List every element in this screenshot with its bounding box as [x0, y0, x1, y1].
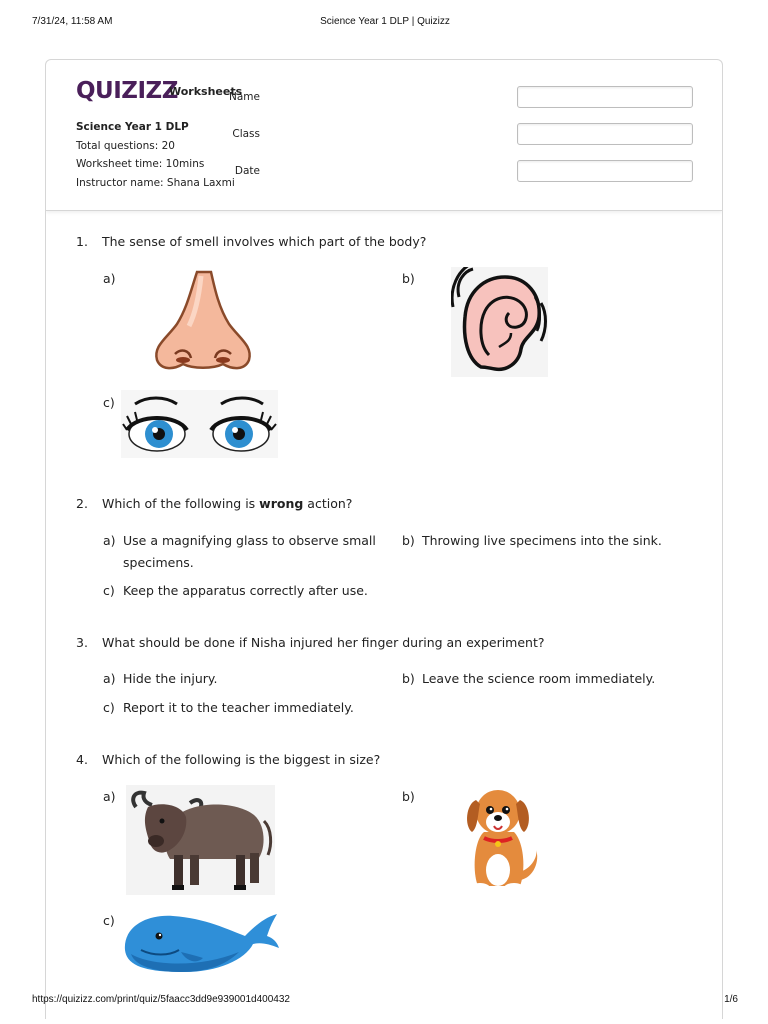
print-header — [32, 16, 738, 32]
question-text-after: action? — [303, 496, 353, 511]
question-number: 3. — [76, 635, 88, 650]
question-text: The sense of smell involves which part of the body? — [102, 234, 427, 249]
name-input[interactable] — [517, 86, 693, 108]
option-letter: c) — [103, 700, 115, 715]
question-number: 1. — [76, 234, 88, 249]
brand-subtitle: Worksheets — [169, 85, 243, 98]
question-text-before: Which of the following is — [102, 496, 260, 511]
option-letter: b) — [402, 671, 415, 686]
option-letter: c) — [103, 583, 115, 598]
worksheet — [45, 59, 723, 1019]
option-text: Keep the apparatus correctly after use. — [123, 583, 368, 598]
date-label: Date — [234, 165, 260, 177]
quiz-name: Science Year 1 DLP — [76, 121, 189, 133]
question-text: Which of the following is the biggest in size? — [102, 752, 381, 767]
option-letter: c) — [103, 395, 115, 410]
print-page-title: Science Year 1 DLP | Quizizz — [320, 16, 450, 27]
question-text-bold: wrong — [259, 496, 304, 511]
question-number: 4. — [76, 752, 88, 767]
print-footer — [32, 994, 738, 1010]
option-letter: b) — [402, 271, 415, 286]
worksheet-time: Worksheet time: 10mins — [76, 158, 205, 170]
option-letter: b) — [402, 789, 415, 804]
eyes-image — [121, 390, 278, 458]
option-text: Throwing live specimens into the sink. — [422, 533, 662, 548]
option-text: Hide the injury. — [123, 671, 218, 686]
quizizz-logo: QUIZIZZ — [76, 78, 178, 104]
option-text-line-1: Use a magnifying glass to observe small — [123, 533, 376, 548]
print-page-count: 1/6 — [724, 994, 738, 1005]
whale-image — [121, 906, 281, 974]
instructor-name: Instructor name: Shana Laxmi — [76, 176, 235, 189]
option-letter: b) — [402, 533, 415, 548]
option-text-line-2: specimens. — [123, 555, 194, 570]
question-text — [102, 496, 352, 511]
option-text — [123, 530, 376, 574]
total-questions: Total questions: 20 — [76, 139, 175, 152]
option-text: Report it to the teacher immediately. — [123, 700, 354, 715]
name-label: Name — [229, 91, 260, 103]
option-letter: a) — [103, 671, 116, 686]
print-url: https://quizizz.com/print/quiz/5faacc3dd9e939001d400432 — [32, 994, 290, 1005]
option-letter: a) — [103, 789, 116, 804]
worksheet-header — [46, 60, 722, 211]
print-datetime: 7/31/24, 11:58 AM — [32, 16, 113, 27]
date-input[interactable] — [517, 160, 693, 182]
class-input[interactable] — [517, 123, 693, 145]
question-number: 2. — [76, 496, 88, 511]
ear-image — [451, 267, 548, 377]
option-letter: a) — [103, 533, 116, 548]
nose-image — [149, 266, 257, 372]
option-letter: c) — [103, 913, 115, 928]
option-letter: a) — [103, 271, 116, 286]
buffalo-image — [126, 785, 275, 895]
option-text: Leave the science room immediately. — [422, 671, 656, 686]
question-text: What should be done if Nisha injured her finger during an experiment? — [102, 635, 545, 650]
quiz-meta — [76, 118, 235, 192]
class-label: Class — [232, 128, 260, 140]
puppy-image — [454, 782, 542, 896]
